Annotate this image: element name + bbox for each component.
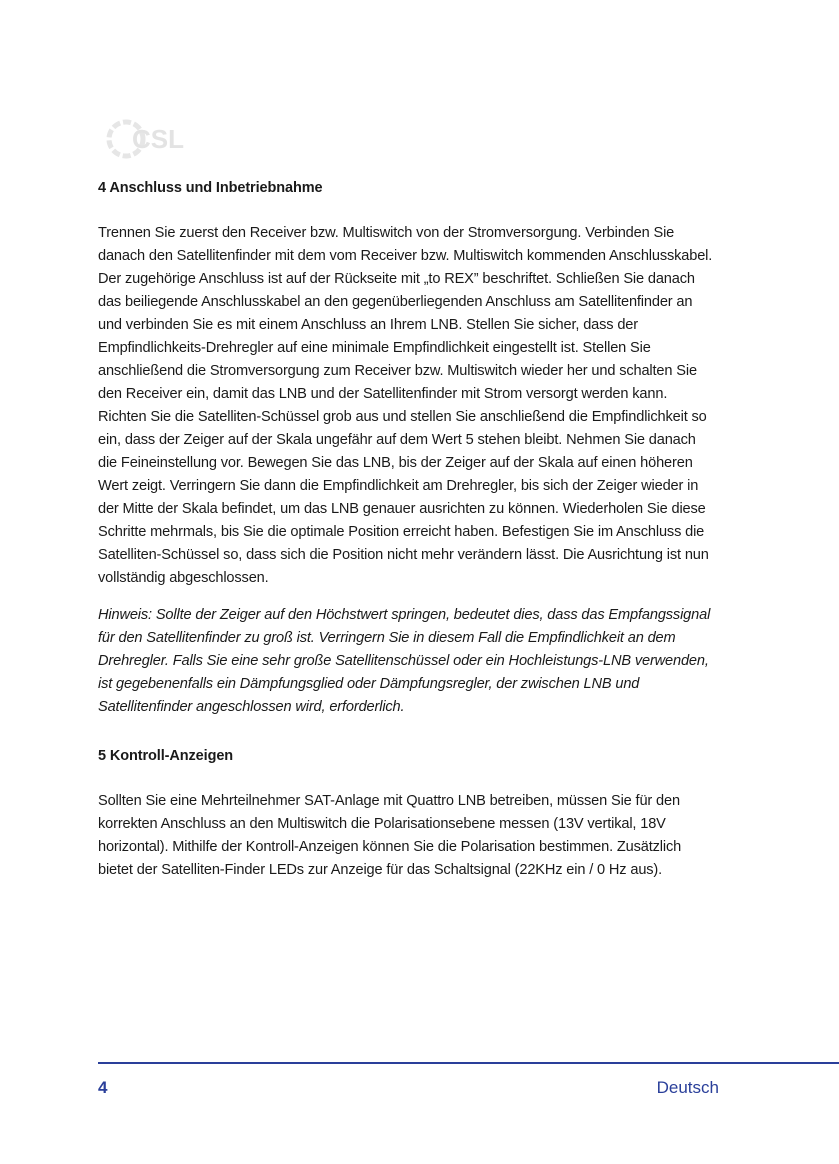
footer-divider	[98, 1062, 839, 1064]
section-heading-kontroll: 5 Kontroll-Anzeigen	[98, 748, 234, 764]
page-number: 4	[98, 1078, 108, 1097]
document-body	[98, 180, 718, 896]
csl-logo	[104, 116, 214, 162]
note-hinweis: Hinweis: Sollte der Zeiger auf den Höchstwert springen, bedeutet dies, dass das Empfangssignal für den Satellitenfinder zu groß ist. Verringern Sie in diesem Fall die Empfindlichkeit an dem Drehregler. Falls Sie eine sehr große Satellitenschüssel oder ein Hochleistungs-LNB verwenden, ist gegebenenfalls ein Dämpfungsglied oder Dämpfungsregler, der zwischen LNB und Satellitenfinder angeschlossen wird, erforderlich.	[98, 607, 711, 715]
svg-text:CSL: CSL	[132, 124, 184, 154]
section-heading-anschluss: 4 Anschluss und Inbetriebnahme	[98, 180, 323, 196]
paragraph-anschluss: Trennen Sie zuerst den Receiver bzw. Multiswitch von der Stromversorgung. Verbinden Sie danach den Satellitenfinder mit dem vom Receiver bzw. Multiswitch kommenden Anschlusskabel. Der zugehörige Anschluss ist auf der Rückseite mit „to REX” beschriftet. Schließen Sie danach das beiliegende Anschlusskabel an den gegenüberliegenden Anschluss am Satellitenfinder an und verbinden Sie es mit einem Anschluss an Ihrem LNB. Stellen Sie sicher, dass der Empfindlichkeits-Drehregler auf eine minimale Empfindlichkeit eingestellt ist. Stellen Sie anschließend die Stromversorgung zum Receiver bzw. Multiswitch wieder her und schalten Sie den Receiver ein, damit das LNB und der Satellitenfinder mit Strom versorgt werden kann. Richten Sie die Satelliten-Schüssel grob aus und stellen Sie anschließend die Empfindlichkeit so ein, dass der Zeiger auf der Skala ungefähr auf dem Wert 5 stehen bleibt. Nehmen Sie danach die Feineinstellung vor. Bewegen Sie das LNB, bis der Zeiger auf der Skala auf einen höheren Wert zeigt. Verringern Sie dann die Empfindlichkeit am Drehregler, bis sich der Zeiger wieder in der Mitte der Skala befindet, um das LNB genauer ausrichten zu können. Wiederholen Sie diese Schritte mehrmals, bis Sie die optimale Position erreicht haben. Befestigen Sie im Anschluss die Satelliten-Schüssel so, dass sich die Position nicht mehr verändern lässt. Die Ausrichtung ist nun vollständig abgeschlossen.	[98, 225, 713, 586]
footer-language: Deutsch	[656, 1078, 719, 1097]
paragraph-kontroll: Sollten Sie eine Mehrteilnehmer SAT-Anlage mit Quattro LNB betreiben, müssen Sie für den korrekten Anschluss an den Multiswitch die Polarisationsebene messen (13V vertikal, 18V horizontal). Mithilfe der Kontroll-Anzeigen können Sie die Polarisation bestimmen. Zusätzlich bietet der Satelliten-Finder LEDs zur Anzeige für das Schaltsignal (22KHz ein / 0 Hz aus).	[98, 793, 682, 878]
